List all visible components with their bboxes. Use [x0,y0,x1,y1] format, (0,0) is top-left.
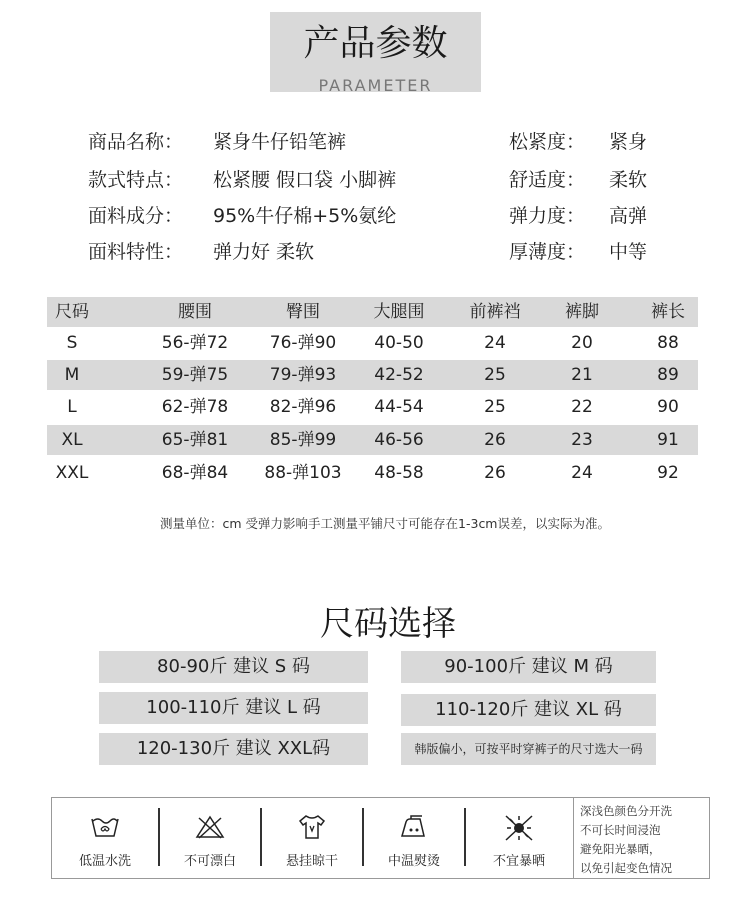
no-sun-icon [503,814,535,846]
table-cell: 26 [484,463,506,483]
table-cell: 90 [657,397,679,417]
table-header-cell: 臀围 [286,302,320,322]
table-cell: 42-52 [374,365,424,385]
care-note-line: 以免引起变色情况 [580,861,672,875]
table-header-cell: 大腿围 [373,302,425,322]
table-cell: 89 [657,365,679,385]
table-row [47,392,698,422]
table-cell: 65-弹81 [161,430,229,450]
param-value: 95%牛仔棉+5%氨纶 [213,205,397,227]
wash-icon [90,814,120,844]
table-cell: 25 [484,397,506,417]
table-cell: 79-弹93 [269,365,337,385]
size-suggestion: 90-100斤 建议 M 码 [401,651,656,683]
care-note-line: 不可长时间浸泡 [580,823,661,837]
care-label: 低温水洗 [78,854,131,869]
care-item [160,798,260,878]
table-cell: 21 [571,365,593,385]
table-cell: 40-50 [374,333,424,353]
table-cell: 48-58 [374,463,424,483]
care-label: 不可漂白 [183,854,236,869]
table-cell: M [64,365,80,385]
table-header-cell: 腰围 [178,302,212,322]
care-item [364,798,464,878]
no-bleach-icon [194,814,226,844]
table-cell: XXL [55,463,89,483]
param-value: 松紧腰 假口袋 小脚裤 [213,169,397,191]
param-label: 厚薄度： [509,241,586,263]
table-cell: 46-56 [374,430,424,450]
iron-icon [398,814,430,844]
table-cell: 88 [657,333,679,353]
table-cell: 85-弹99 [269,430,337,450]
table-cell: 25 [484,365,506,385]
size-tip: 韩版偏小，可按平时穿裤子的尺寸选大一码 [401,733,656,765]
table-cell: 59-弹75 [161,365,229,385]
table-cell: 91 [657,430,679,450]
care-note [573,798,709,878]
size-suggestion: 120-130斤 建议 XXL码 [99,733,368,765]
table-row [47,360,698,390]
size-suggestion: 110-120斤 建议 XL 码 [401,694,656,726]
table-header-cell: 前裤裆 [469,302,521,322]
param-value: 紧身 [609,131,648,153]
table-header-row [47,297,698,327]
table-header-cell: 尺码 [55,302,89,322]
param-label: 款式特点： [88,169,184,191]
param-value: 柔软 [609,169,648,191]
param-label: 商品名称： [88,131,184,153]
table-cell: 82-弹96 [269,397,337,417]
hang-dry-icon [297,814,327,844]
care-label: 不宜暴晒 [492,854,545,869]
param-value: 紧身牛仔铅笔裤 [213,131,347,153]
param-label: 松紧度： [509,131,586,153]
param-label: 舒适度： [509,169,586,191]
table-header-cell: 裤长 [651,302,685,322]
size-suggestion: 80-90斤 建议 S 码 [99,651,368,683]
table-row [47,458,698,488]
care-note-line: 避免阳光暴晒， [580,842,661,856]
table-cell: 23 [571,430,593,450]
table-row [47,425,698,455]
table-header-cell: 裤脚 [565,302,599,322]
table-cell: 62-弹78 [161,397,229,417]
table-cell: 20 [571,333,593,353]
size-select-title: 尺码选择 [320,604,456,644]
table-row [47,328,698,358]
table-cell: XL [61,430,83,450]
param-label: 面料成分： [88,205,184,227]
param-value: 高弹 [609,205,648,227]
table-cell: 56-弹72 [161,333,229,353]
param-value: 中等 [609,241,648,263]
table-cell: L [67,397,77,417]
title-box [270,12,481,95]
table-cell: 44-54 [374,397,424,417]
table-cell: 24 [484,333,506,353]
table-cell: 24 [571,463,593,483]
param-label: 弹力度： [509,205,586,227]
care-instructions [51,797,710,879]
page-subtitle: PARAMETER [318,76,433,95]
size-suggestion: 100-110斤 建议 L 码 [99,692,368,724]
param-label: 面料特性： [88,241,184,263]
care-label: 中温熨烫 [387,854,440,869]
table-cell: 88-弹103 [264,463,342,483]
measurement-note: 测量单位：cm 受弹力影响手工测量平铺尺寸可能存在1-3cm误差，以实际为准。 [160,516,610,531]
table-cell: 92 [657,463,679,483]
care-item [52,798,158,878]
page-title: 产品参数 [303,23,448,64]
table-cell: 76-弹90 [269,333,337,353]
care-item [262,798,362,878]
table-cell: 26 [484,430,506,450]
table-cell: 22 [571,397,593,417]
table-cell: S [66,333,78,353]
table-cell: 68-弹84 [161,463,229,483]
care-item [466,798,572,878]
care-label: 悬挂晾干 [285,854,338,869]
care-note-line: 深浅色颜色分开洗 [580,804,672,818]
param-value: 弹力好 柔软 [213,241,315,263]
